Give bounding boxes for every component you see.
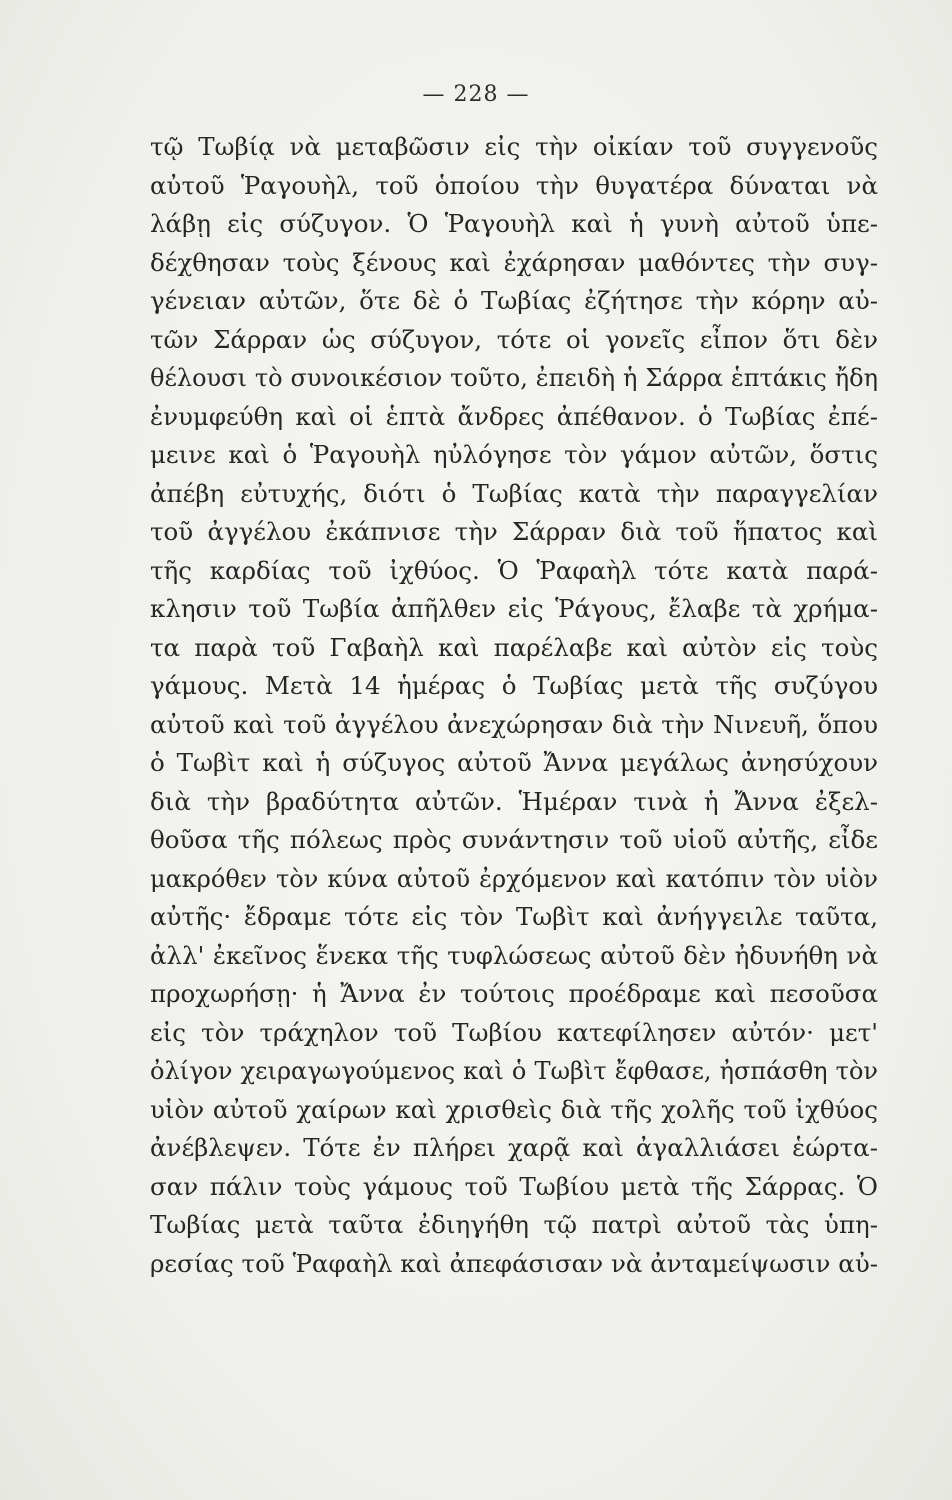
text-line: κλησιν τοῦ Τωβία ἀπῆλθεν εἰς Ῥάγους, ἔλαβε τὰ χρήμα- xyxy=(150,594,878,623)
text-line: εἰς τὸν τράχηλον τοῦ Τωβίου κατεφίλησεν αὐτόν· μετ' xyxy=(150,1017,878,1047)
text-line: ἐνυμφεύθη καὶ οἱ ἑπτὰ ἄνδρες ἀπέθανον. ὁ Τωβίας ἐπέ- xyxy=(150,401,878,431)
text-line: θοῦσα τῆς πόλεως πρὸς συνάντησιν τοῦ υἱοῦ αὐτῆς, εἶδε xyxy=(150,825,878,854)
text-line: υἱὸν αὐτοῦ χαίρων καὶ χρισθεὶς διὰ τῆς χολῆς τοῦ ἰχθύος xyxy=(150,1094,878,1124)
text-line: προχωρήσῃ· ἡ Ἄννα ἐν τούτοις προέδραμε καὶ πεσοῦσα xyxy=(150,979,878,1008)
text-line: ἀλλ' ἐκεῖνος ἕνεκα τῆς τυφλώσεως αὐτοῦ δὲν ἠδυνήθη νὰ xyxy=(150,940,878,970)
text-line: μεινε καὶ ὁ Ῥαγουὴλ ηὐλόγησε τὸν γάμον αὐτῶν, ὅστις xyxy=(150,440,878,469)
text-line: αὐτοῦ Ῥαγουὴλ, τοῦ ὁποίου τὴν θυγατέρα δύναται νὰ xyxy=(150,170,878,200)
text-line: ρεσίας τοῦ Ῥαφαὴλ καὶ ἀπεφάσισαν νὰ ἀνταμείψωσιν αὐ- xyxy=(150,1248,878,1278)
text-line: ἀνέβλεψεν. Τότε ἐν πλήρει χαρᾷ καὶ ἀγαλλιάσει ἑώρτα- xyxy=(150,1133,878,1162)
text-line: λάβῃ εἰς σύζυγον. Ὁ Ῥαγουὴλ καὶ ἡ γυνὴ αὐτοῦ ὑπε- xyxy=(150,209,878,238)
body-text xyxy=(150,128,890,1283)
page-number: — 228 — xyxy=(422,82,530,107)
text-line: τῷ Τωβίᾳ νὰ μεταβῶσιν εἰς τὴν οἰκίαν τοῦ συγγενοῦς xyxy=(150,132,878,161)
text-line: ὀλίγον χειραγωγούμενος καὶ ὁ Τωβὶτ ἔφθασε, ἠσπάσθη τὸν xyxy=(150,1057,878,1085)
text-line: γένειαν αὐτῶν, ὅτε δὲ ὁ Τωβίας ἐζήτησε τὴν κόρην αὐ- xyxy=(150,286,878,315)
text-line: μακρόθεν τὸν κύνα αὐτοῦ ἐρχόμενον καὶ κατόπιν τὸν υἱὸν xyxy=(150,864,878,893)
text-line: ὁ Τωβὶτ καὶ ἡ σύζυγος αὐτοῦ Ἄννα μεγάλως ἀνησύχουν xyxy=(150,748,878,777)
text-line: αὐτοῦ καὶ τοῦ ἀγγέλου ἀνεχώρησαν διὰ τὴν Νινευῆ, ὅπου xyxy=(150,709,878,739)
text-line: τοῦ ἀγγέλου ἐκάπνισε τὴν Σάρραν διὰ τοῦ ἥπατος καὶ xyxy=(150,517,878,546)
text-line: δέχθησαν τοὺς ξένους καὶ ἐχάρησαν μαθόντες τὴν συγ- xyxy=(150,247,878,277)
text-line: διὰ τὴν βραδύτητα αὐτῶν. Ἡμέραν τινὰ ἡ Ἄννα ἐξελ- xyxy=(150,786,878,816)
text-line: θέλουσι τὸ συνοικέσιον τοῦτο, ἐπειδὴ ἡ Σάρρα ἑπτάκις ἤδη xyxy=(150,364,878,392)
text-line: τα παρὰ τοῦ Γαβαὴλ καὶ παρέλαβε καὶ αὐτὸν εἰς τοὺς xyxy=(150,632,878,662)
text-line: γάμους. Μετὰ 14 ἡμέρας ὁ Τωβίας μετὰ τῆς συζύγου xyxy=(150,671,878,700)
text-line: τῆς καρδίας τοῦ ἰχθύος. Ὁ Ῥαφαὴλ τότε κατὰ παρά- xyxy=(150,555,878,585)
text-line: ἀπέβη εὐτυχής, διότι ὁ Τωβίας κατὰ τὴν παραγγελίαν xyxy=(150,478,878,508)
text-line: σαν πάλιν τοὺς γάμους τοῦ Τωβίου μετὰ τῆς Σάρρας. Ὁ xyxy=(150,1171,878,1201)
text-line: Τωβίας μετὰ ταῦτα ἐδιηγήθη τῷ πατρὶ αὐτοῦ τὰς ὑπη- xyxy=(150,1210,878,1239)
text-line: τῶν Σάρραν ὡς σύζυγον, τότε οἱ γονεῖς εἶπον ὅτι δὲν xyxy=(150,324,878,354)
text-line: αὐτῆς· ἔδραμε τότε εἰς τὸν Τωβὶτ καὶ ἀνήγγειλε ταῦτα, xyxy=(150,902,878,931)
